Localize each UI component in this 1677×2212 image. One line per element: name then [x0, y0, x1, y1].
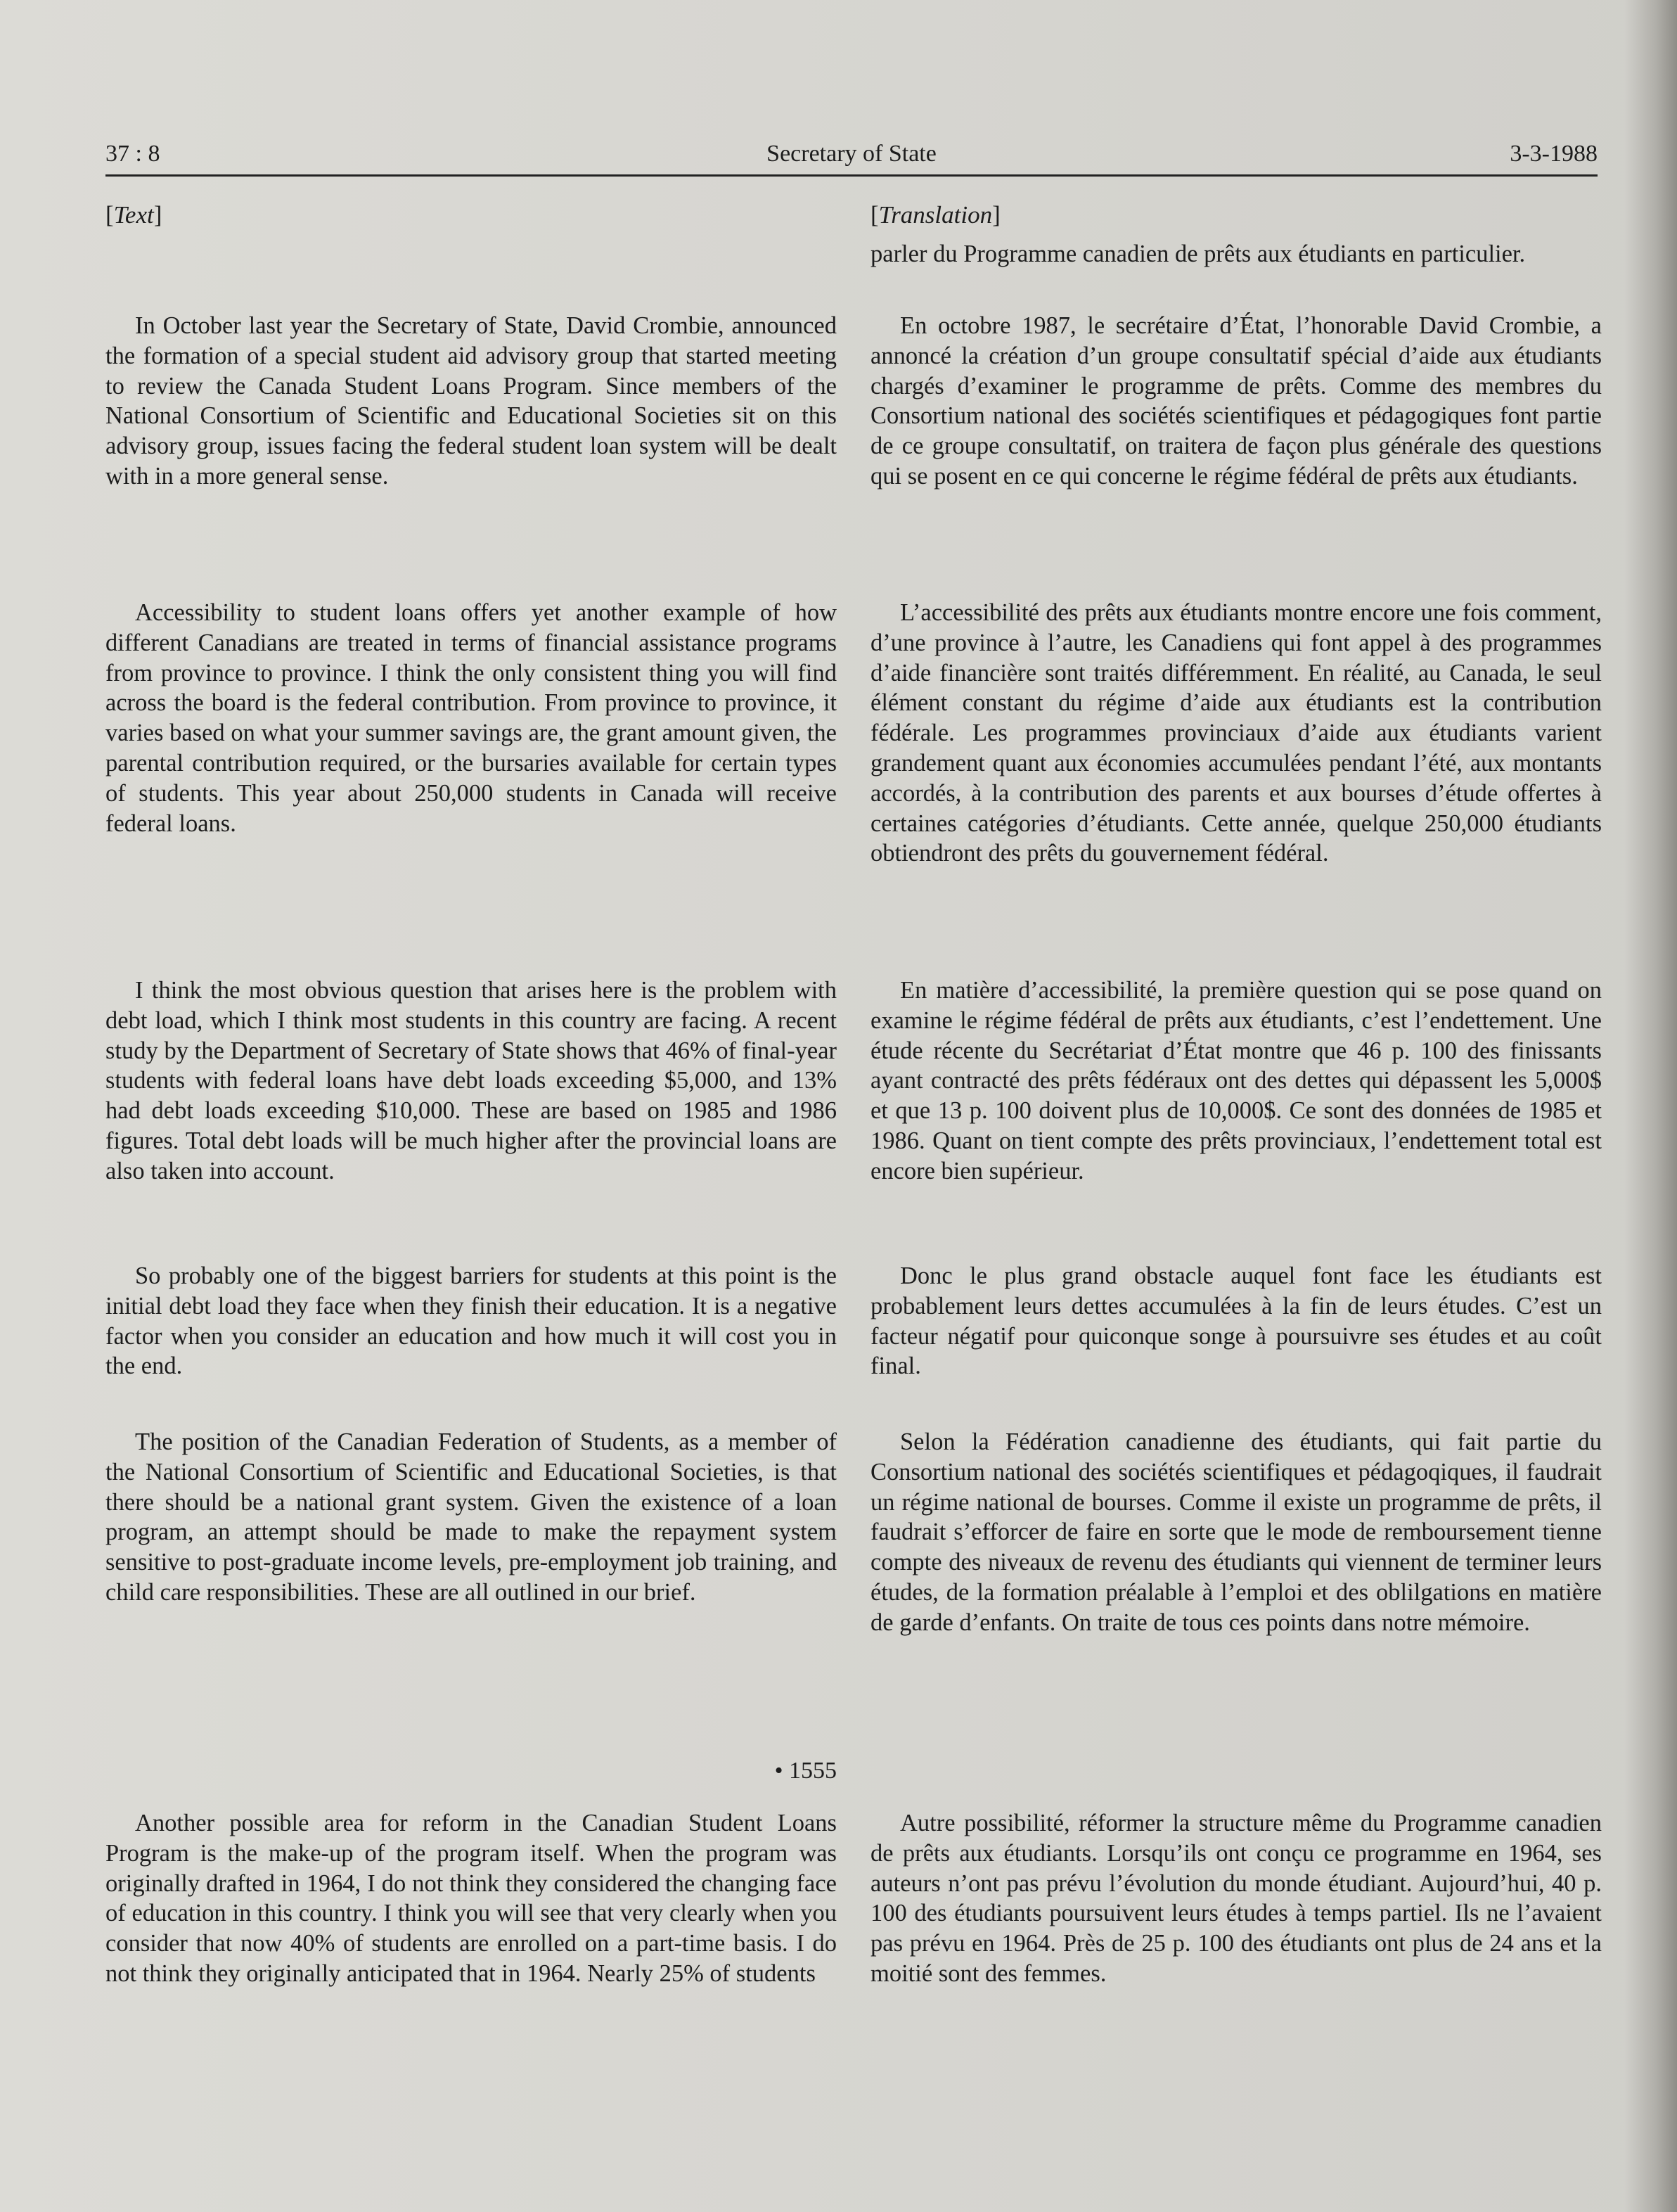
french-paragraph: En octobre 1987, le secrétaire d’État, l’honorable David Crombie, a annoncé la création d’un groupe consultatif spécial d’aide aux étudiants chargés d’examiner le programme de prêts. Comme des membres du Consortium national des sociétés scientifiques et pédagogiques font partie de ce groupe consultatif, on traitera de façon plus générale des questions qui se posent en ce qui concerne le régime fédéral de prêts aux étudiants.	[870, 312, 1602, 490]
english-paragraph: The position of the Canadian Federation of Students, as a member of the National Consortium of Scientific and Educational Societies, is that there should be a national grant system. Given the existence of a loan program, an attempt should be made to make the repayment system sensitive to post-graduate income levels, pre-employment job training, and child care responsibilities. These are all outlined in our brief.	[105, 1428, 837, 1606]
english-paragraph: Accessibility to student loans offers yet another example of how different Canadians are treated in terms of financial assistance programs from province to province. I think the only consistent thing you will find across the board is the federal contribution. From province to province, it varies based on what your summer savings are, the grant amount given, the parental contribution required, or the bursaries available for certain types of students. This year about 250,000 students in Canada will receive federal loans.	[105, 599, 837, 837]
page-edge-shadow	[1624, 0, 1677, 2212]
translation-tag: [Translation]	[870, 201, 1001, 229]
french-paragraph: Autre possibilité, réformer la structure même du Programme canadien de prêts aux étudiants. Lorsqu’ils ont conçu ce programme en 1964, ses auteurs n’ont pas prévu l’évolution du monde étudiant. Aujourd’hui, 40 p. 100 des étudiants poursuivent leurs études à temps partiel. Ils ne l’avaient pas prévu en 1964. Près de 25 p. 100 des étudiants ont plus de 24 ans et la moitié sont des femmes.	[870, 1810, 1602, 1987]
french-column	[870, 201, 1602, 2072]
header-title: Secretary of State	[766, 141, 937, 167]
page-number: 37 : 8	[105, 141, 160, 167]
text-tag: [Text]	[105, 201, 162, 229]
running-header	[105, 139, 1598, 177]
header-date: 3-3-1988	[1510, 141, 1598, 167]
english-paragraph: In October last year the Secretary of State, David Crombie, announced the formation of a special student aid advisory group that started meeting to review the Canada Student Loans Program. Since members of the National Consortium of Scientific and Educational Societies sit on this advisory group, issues facing the federal student loan system will be dealt with in a more general sense.	[105, 312, 837, 490]
english-paragraph: So probably one of the biggest barriers for students at this point is the initial debt load they face when they finish their education. It is a negative factor when you consider an education and how much it will cost you in the end.	[105, 1262, 837, 1380]
french-paragraph: parler du Programme canadien de prêts aux étudiants en particulier.	[870, 241, 1526, 267]
french-paragraph: L’accessibilité des prêts aux étudiants montre encore une fois comment, d’une province à l’autre, les Canadiens qui font appel à des programmes d’aide financière sont traités différemment. En réalité, au Canada, le seul élément constant du régime d’aide aux étudiants est la contribution fédérale. Les programmes provinciaux d’aide aux étudiants varient grandement quant aux économies accumulées pendant l’été, aux montants accordés, à la contribution des parents et aux bourses d’étude offertes à certaines catégories d’étudiants. Cette année, quelque 250,000 étudiants obtiendront des prêts du gouvernement fédéral.	[870, 599, 1602, 867]
text-tag-label: Text	[113, 201, 154, 229]
english-column	[105, 201, 837, 2072]
french-paragraph: Selon la Fédération canadienne des étudiants, qui fait partie du Consortium national des sociétés scientifiques et pédagoqiques, il faudrait un régime national de bourses. Comme il existe un programme de prêts, il faudrait s’efforcer de faire en sorte que le mode de remboursement tienne compte des niveaux de revenu des étudiants qui viennent de terminer leurs études, de la formation préalable à l’emploi et des oblilgations en matière de garde d’enfants. On traite de tous ces points dans notre mémoire.	[870, 1428, 1602, 1636]
french-paragraph: En matière d’accessibilité, la première question qui se pose quand on examine le régime fédéral de prêts aux étudiants, c’est l’endettement. Une étude récente du Secrétariat d’État montre que 46 p. 100 des finissants ayant contracté des prêts fédéraux ont des dettes qui dépassent les 5,000$ et que 13 p. 100 doivent plus de 10,000$. Ce sont des données de 1985 et 1986. Quant on tient compte des prêts provinciaux, l’endettement total est encore bien supérieur.	[870, 977, 1602, 1184]
time-marker: • 1555	[774, 1758, 837, 1784]
french-paragraph: Donc le plus grand obstacle auquel font face les étudiants est probablement leurs dettes accumulées à la fin de leurs études. C’est un facteur négatif pour quiconque songe à poursuivre ses études et au coût final.	[870, 1262, 1602, 1380]
english-paragraph: I think the most obvious question that arises here is the problem with debt load, which I think most students in this country are facing. A recent study by the Department of Secretary of State shows that 46% of final-year students with federal loans have debt loads exceeding $5,000, and 13% had debt loads exceeding $10,000. These are based on 1985 and 1986 figures. Total debt loads will be much higher after the provincial loans are also taken into account.	[105, 977, 837, 1184]
translation-tag-label: Translation	[878, 201, 993, 229]
english-paragraph: Another possible area for reform in the Canadian Student Loans Program is the make-up of the program itself. When the program was originally drafted in 1964, I do not think they considered the changing face of education in this country. I think you will see that very clearly when you consider that now 40% of students are enrolled on a part-time basis. I do not think they originally anticipated that in 1964. Nearly 25% of students	[105, 1810, 837, 1987]
